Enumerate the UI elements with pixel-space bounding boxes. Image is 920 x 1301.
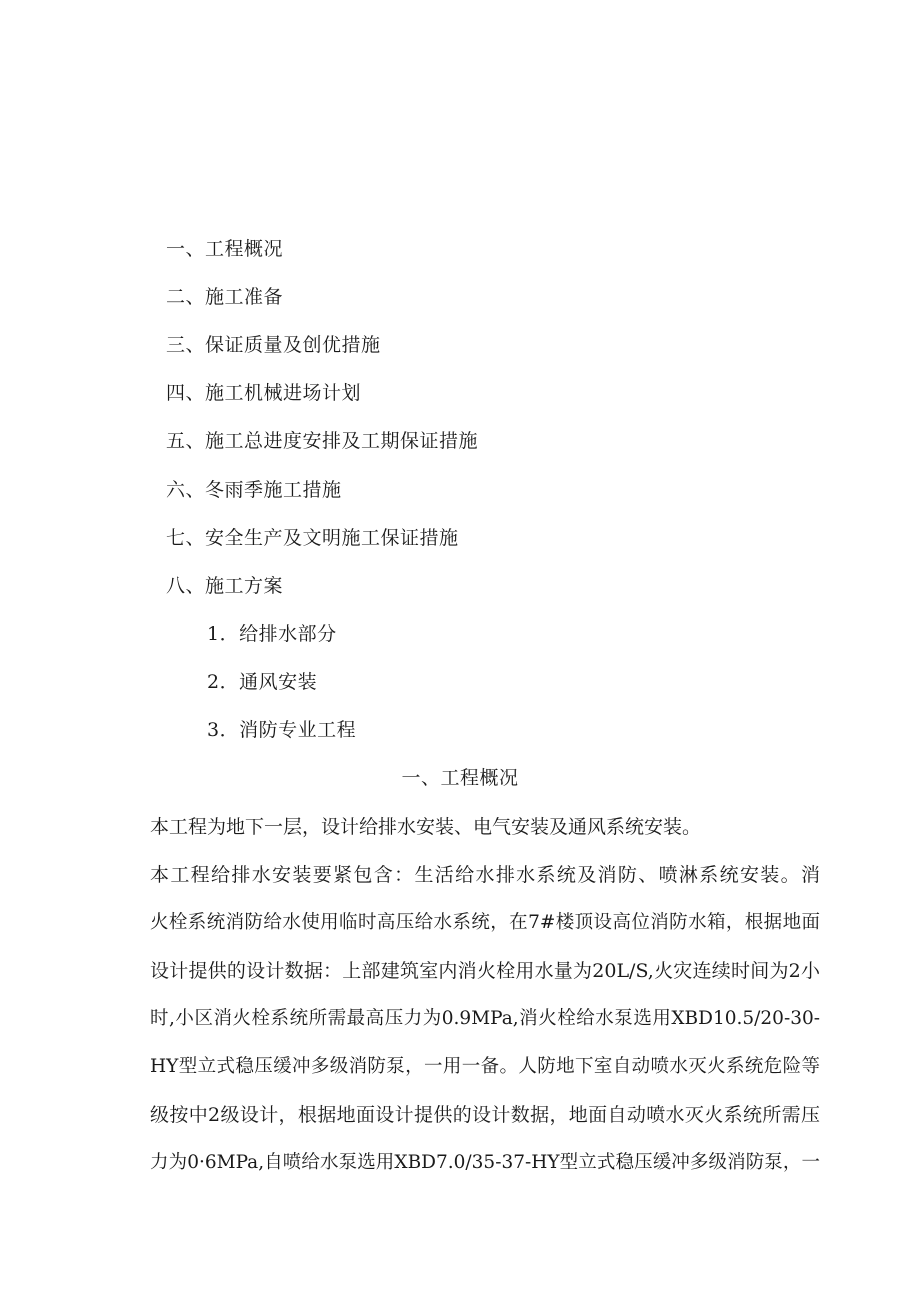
paragraph-line: 力为0·6MPa,自喷给水泵选用XBD7.0/35-37-HY型立式稳压缓冲多级消防泵，一 [150, 1152, 820, 1173]
paragraph-line: 火栓系统消防给水使用临时高压给水系统，在7#楼顶设高位消防水箱，根据地面 [150, 912, 820, 933]
toc-item: 一、工程概况 [166, 238, 284, 260]
paragraph-line: 时,小区消火栓系统所需最高压力为0.9MPa,消火栓给水泵选用XBD10.5/20-30- [150, 1008, 820, 1029]
toc-subitem: 1．给排水部分 [207, 623, 337, 645]
paragraph-intro: 本工程为地下一层，设计给排水安装、电气安装及通风系统安装。 [150, 816, 702, 838]
paragraph-line: 级按中2级设计，根据地面设计提供的设计数据，地面自动喷水灭火系统所需压 [150, 1104, 820, 1126]
toc-item: 五、施工总进度安排及工期保证措施 [166, 430, 479, 452]
toc-item: 四、施工机械进场计划 [166, 382, 362, 404]
toc-subitem: 3．消防专业工程 [207, 719, 357, 741]
toc-item: 二、施工准备 [166, 286, 284, 308]
toc-item: 八、施工方案 [166, 575, 284, 597]
toc-item: 七、安全生产及文明施工保证措施 [166, 527, 459, 549]
toc-item: 六、冬雨季施工措施 [166, 479, 342, 501]
section-heading: 一、工程概况 [401, 767, 519, 789]
paragraph-line: HY型立式稳压缓冲多级消防泵，一用一备。人防地下室自动喷水灭火系统危险等 [150, 1056, 820, 1077]
toc-subitem: 2．通风安装 [207, 671, 318, 693]
toc-item: 三、保证质量及创优措施 [166, 334, 381, 356]
paragraph-line: 本工程给排水安装要紧包含：生活给水排水系统及消防、喷淋系统安装。消 [150, 864, 820, 886]
paragraph-line: 设计提供的设计数据：上部建筑室内消火栓用水量为20L/S,火灾连续时间为2小 [150, 960, 820, 982]
